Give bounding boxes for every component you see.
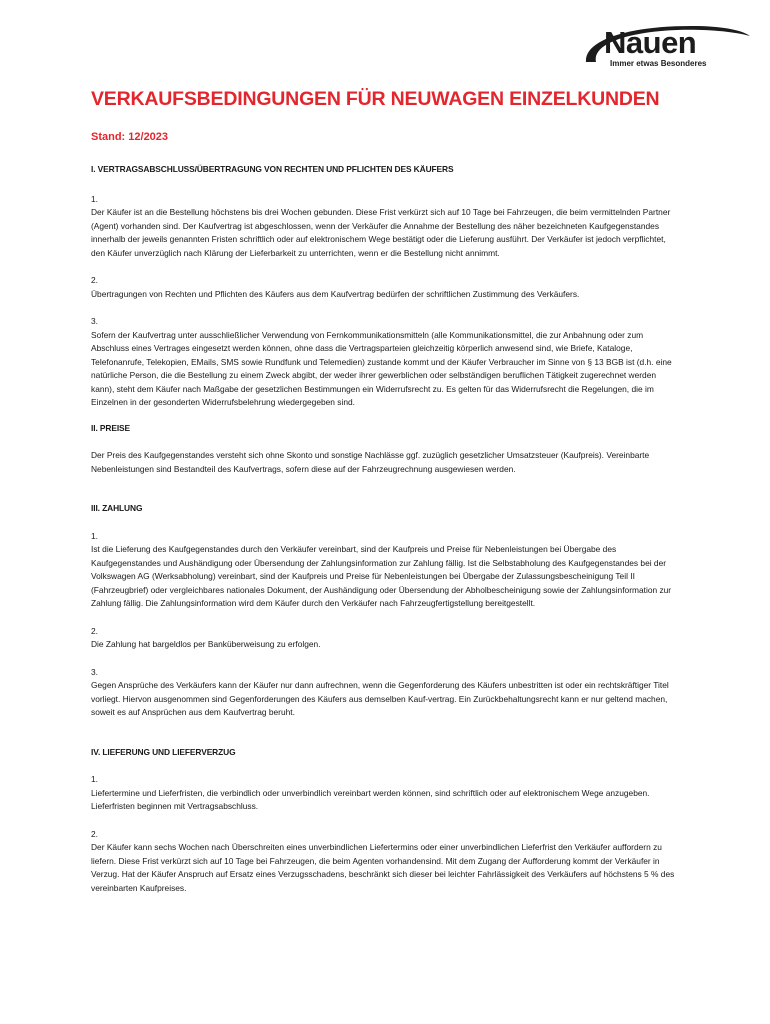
clause: [91, 315, 681, 410]
section-preise: [91, 422, 681, 477]
logo-wordmark: Nauen: [604, 25, 697, 60]
clause-number: 3.: [91, 666, 98, 677]
clause-text: Gegen Ansprüche des Verkäufers kann der Käufer nur dann aufrechnen, wenn die Gegenforderung des Käufers unbestritten ist oder ein rechtskräftiger Titel vorliegt. Hiervon ausgenommen sind Gegenforderungen des Käufers aus demselben Kauf-vertrag. Ein Zurückbehaltungsrecht kann er nur geltend machen, soweit es auf Ansprüchen aus dem Kaufvertrag beruht.: [91, 680, 669, 717]
clause: [91, 274, 681, 301]
clause-text: Die Zahlung hat bargeldlos per Banküberweisung zu erfolgen.: [91, 639, 321, 649]
clause-number: 1.: [91, 193, 98, 204]
clause-number: 1.: [91, 530, 98, 541]
clause: [91, 828, 681, 896]
clause-text: Der Käufer ist an die Bestellung höchstens bis drei Wochen gebunden. Diese Frist verkürzt sich auf 10 Tage bei Fahrzeugen, die beim vermittelnden Partner (Agent) vorhanden sind. Der Kaufvertrag ist abgeschlossen, wenn der Verkäufer die Annahme der Bestellung des näher bezeichneten Kaufgegenstandes innerhalb der jeweils genannten Fristen schriftlich oder auf elektronischem Wege bestätigt oder die Lieferung ausführt. Der Verkäufer ist jedoch verpflichtet, den Käufer unverzüglich nach Klärung der Lieferbarkeit zu unterrichten, wenn er die Bestellung nicht annimmt.: [91, 207, 671, 258]
clause-number: 3.: [91, 316, 98, 326]
nauen-logo: [582, 22, 752, 72]
section-heading: IV. LIEFERUNG UND LIEFERVERZUG: [91, 746, 236, 757]
section-heading: III. ZAHLUNG: [91, 503, 143, 513]
section-heading: II. PREISE: [91, 422, 131, 433]
clause: [91, 773, 681, 814]
clause-text: Sofern der Kaufvertrag unter ausschließlicher Verwendung von Fernkommunikationsmitteln (alle Kommunikationsmittel, die zur Anbahnung oder zum Abschluss eines Vertrages eingesetzt werden können, ohne dass die Vertragsparteien gleichzeitig körperlich anwesend sind, wie Briefe, Kataloge, Telefonanrufe, Telekopien, EMails, SMS sowie Rundfunk und Telemedien) zustande kommt und der Käufer Verbraucher im Sinne von § 13 BGB ist (d.h. eine natürliche Person, die die Bestellung zu einem Zweck abgibt, der weder ihrer gewerblichen oder selbständigen beruflichen Tätigkeit zugerechnet werden kann), steht dem Käufer nach Maßgabe der gesetzlichen Bestimmungen ein Widerrufsrecht zu. Es gelten für das Widerrufsrecht die Regelungen, die im Einzelnen in der gesonderten Widerrufsbelehrung wiedergegeben sind.: [91, 329, 672, 407]
document-stand: Stand: 12/2023: [91, 131, 169, 143]
document-title: VERKAUFSBEDINGUNGEN FÜR NEUWAGEN EINZELKUNDEN: [91, 88, 660, 110]
clause: [91, 625, 681, 652]
logo-tagline: Immer etwas Besonderes: [610, 59, 707, 68]
section-lieferung: [91, 746, 681, 896]
section-heading: I. VERTRAGSABSCHLUSS/ÜBERTRAGUNG VON RECHTEN UND PFLICHTEN DES KÄUFERS: [91, 164, 454, 174]
clause-number: 2.: [91, 625, 98, 636]
clause-number: 2.: [91, 275, 98, 285]
clause-text: Der Käufer kann sechs Wochen nach Überschreiten eines unverbindlichen Liefertermins oder einer unverbindlichen Lieferfrist den Verkäufer auffordern zu liefern. Diese Frist verkürzt sich auf 10 Tage bei Fahrzeugen, die beim Agenten vorhandensind. Mit dem Zugang der Aufforderung kommt der Verkäufer in Verzug. Hat der Käufer Anspruch auf Ersatz eines Verzugsschadens, beschränkt sich dieser bei leichter Fahrlässigkeit des Verkäufers auf höchstens 5 % des vereinbarten Kaufpreises.: [91, 842, 675, 893]
clause-text: Der Preis des Kaufgegenstandes versteht sich ohne Skonto und sonstige Nachlässe ggf. zuzüglich gesetzlicher Umsatzsteuer (Kaufpreis). Vereinbarte Nebenleistungen sind Bestandteil des Kaufvertrags, sofern diese auf der Fahrzeugrechnung ausgewiesen werden.: [91, 450, 650, 474]
section-zahlung: [91, 502, 681, 720]
clause-text: Liefertermine und Lieferfristen, die verbindlich oder unverbindlich vereinbart werden können, sind schriftlich oder auf elektronischem Wege anzugeben. Lieferfristen beginnen mit Vertragsabschluss.: [91, 787, 650, 811]
clause-number: 1.: [91, 774, 98, 784]
clause: [91, 193, 681, 261]
clause: [91, 530, 681, 611]
document-body: [91, 88, 681, 895]
clause-number: 2.: [91, 828, 98, 839]
clause-text: Übertragungen von Rechten und Pflichten des Käufers aus dem Kaufvertrag bedürfen der schriftlichen Zustimmung des Verkäufers.: [91, 288, 580, 299]
clause: [91, 449, 681, 476]
clause: [91, 666, 681, 720]
section-vertragsabschluss: [91, 163, 681, 410]
clause-text: Ist die Lieferung des Kaufgegenstandes durch den Verkäufer vereinbart, sind der Kaufpreis und Preise für Nebenleistungen bei Übergabe des Kaufgegenstandes und Aushändigung oder Übersendung der Zahlungsinformation zur Zahlung fällig. Ist die Selbstabholung des Kaufgegenstandes bei der Volkswagen AG (Werksabholung) vereinbart, sind der Kaufpreis und Preise für Nebenleistungen bei Übergabe der Zulassungsbescheinigung Teil II (Fahrzeugbrief) oder vergleichbares nationales Dokument, der Aushändigung oder Übersendung der Abholbescheinigung sowie der Zahlungsinformation zur Zahlung fällig. Die Zahlungsinformation wird dem Käufer durch den Verkäufer nach Fahrzeugfertigstellung bereitgestellt.: [91, 544, 672, 608]
